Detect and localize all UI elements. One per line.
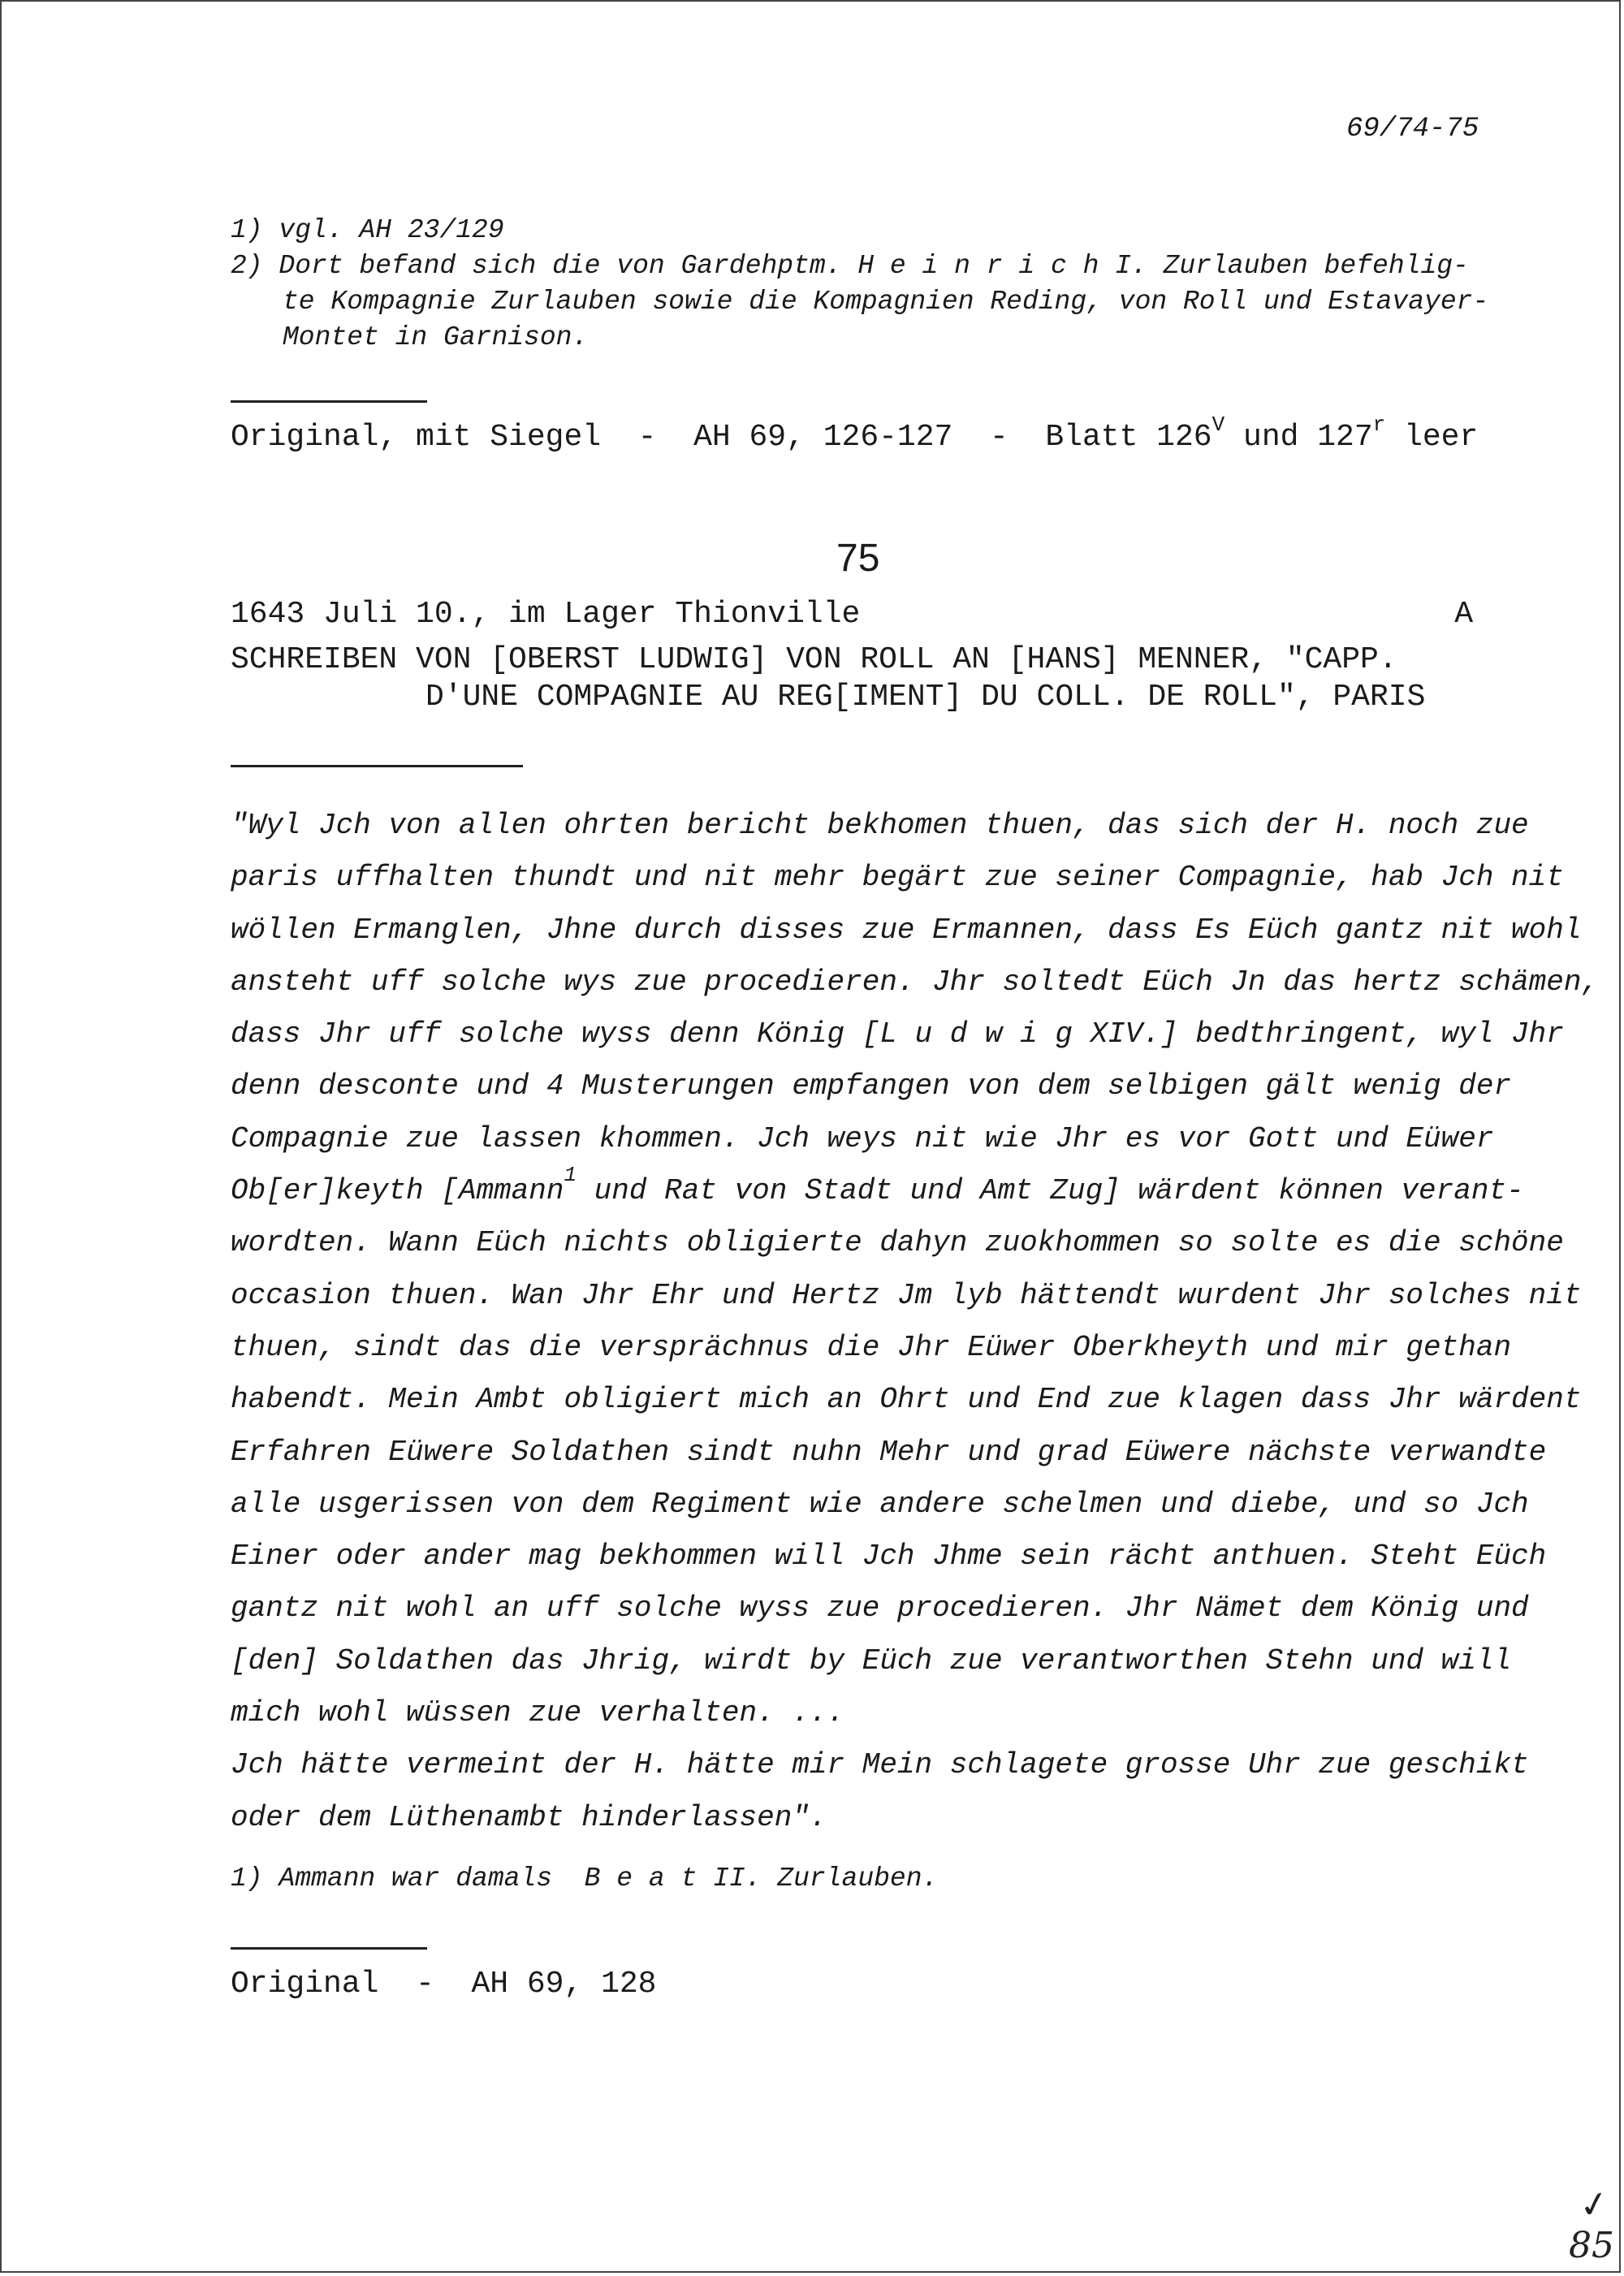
separator-rule: [231, 1947, 427, 1950]
document-title: [231, 641, 1425, 716]
body-line: Compagnie zue lassen khommen. Jch weys nit wie Jhr es vor Gott und Eüwer: [231, 1121, 1494, 1155]
body-line: wordten. Wann Eüch nichts obligierte dahyn zuokhommen so solte es die schöne: [231, 1226, 1564, 1260]
body-footnote: 1) Ammann war damals B e a t II. Zurlauben.: [231, 1864, 939, 1894]
prev-footnote-2-line-1: 2) Dort befand sich die von Gardehptm. H e i n r i c h I. Zurlauben befehlig-: [231, 251, 1469, 281]
prev-footnote-1: 1) vgl. AH 23/129: [231, 215, 504, 245]
body-line: dass Jhr uff solche wyss denn König [L u d w i g XIV.] bedthringent, wyl Jhr: [231, 1017, 1564, 1052]
body-line: denn desconte und 4 Musterungen empfangen von dem selbigen gält wenig der: [231, 1069, 1512, 1103]
body-line: [231, 1165, 1599, 1217]
source-line: Original - AH 69, 128: [231, 1967, 657, 2002]
prev-source-text-3: leer: [1385, 420, 1479, 455]
date-line: [231, 597, 1473, 632]
document-number: 75: [836, 537, 880, 580]
prev-source-sup-v: V: [1212, 412, 1225, 437]
body-line: paris uffhalten thundt und nit mehr begärt zue seiner Compagnie, hab Jch nit: [231, 861, 1564, 895]
body-line-part: Ob[er]keyth [Ammann: [231, 1174, 564, 1208]
body-line: Jch hätte vermeint der H. hätte mir Mein schlagete grosse Uhr zue geschikt: [231, 1748, 1529, 1782]
handwritten-page-number: 85: [1569, 2225, 1614, 2266]
prev-source-line: [231, 412, 1479, 455]
body-line: mich wohl wüssen zue verhalten. ...: [231, 1696, 845, 1730]
body-line: ansteht uff solche wys zue procedieren. Jhr soltedt Eüch Jn das hertz schämen,: [231, 965, 1600, 999]
footnote-marker: 1: [564, 1163, 577, 1188]
body-line: gantz nit wohl an uff solche wyss zue procedieren. Jhr Nämet dem König und: [231, 1591, 1529, 1626]
body-line: [den] Soldathen das Jhrig, wirdt by Eüch zue verantworthen Stehn und will: [231, 1643, 1512, 1678]
title-line-1: SCHREIBEN VON [OBERST LUDWIG] VON ROLL AN [HANS] MENNER, "CAPP.: [231, 642, 1397, 677]
body-line: thuen, sindt das die versprächnus die Jhr Eüwer Oberkheyth und mir gethan: [231, 1330, 1512, 1364]
separator-rule: [231, 400, 427, 403]
document-letter: A: [1454, 597, 1473, 632]
title-line-2: D'UNE COMPAGNIE AU REG[IMENT] DU COLL. DE ROLL", PARIS: [425, 680, 1426, 715]
prev-source-sup-r: r: [1372, 412, 1386, 437]
body-line: Erfahren Eüwere Soldathen sindt nuhn Mehr und grad Eüwere nächste verwandte: [231, 1435, 1547, 1469]
body-line-part: und Rat von Stadt und Amt Zug] wärdent können verant-: [577, 1174, 1524, 1208]
prev-footnote-2-line-3: Montet in Garnison.: [283, 322, 589, 352]
body-line: "Wyl Jch von allen ohrten bericht bekhomen thuen, das sich der H. noch zue: [231, 809, 1529, 842]
check-mark-icon: ✓: [1575, 2182, 1613, 2228]
document-date: 1643 Juli 10., im Lager Thionville: [231, 597, 861, 632]
prev-source-text: Original, mit Siegel - AH 69, 126-127 - Blatt 126: [231, 420, 1212, 455]
body-line: habendt. Mein Ambt obligiert mich an Ohrt und End zue klagen dass Jhr wärdent: [231, 1383, 1582, 1417]
prev-footnotes: [231, 213, 1488, 356]
letter-body: [231, 800, 1599, 1844]
body-line: Einer oder ander mag bekhommen will Jch Jhme sein rächt anthuen. Steht Eüch: [231, 1540, 1547, 1574]
body-line: alle usgerissen von dem Regiment wie andere schelmen und diebe, und so Jch: [231, 1487, 1529, 1521]
body-line: occasion thuen. Wan Jhr Ehr und Hertz Jm lyb hättendt wurdent Jhr solches nit: [231, 1278, 1582, 1312]
body-line: wöllen Ermanglen, Jhne durch disses zue Ermannen, dass Es Eüch gantz nit wohl: [231, 913, 1582, 947]
prev-source-text-2: und 127: [1224, 420, 1373, 455]
prev-footnote-2-line-2: te Kompagnie Zurlauben sowie die Kompagnien Reding, von Roll und Estavayer-: [283, 287, 1489, 317]
archive-reference: 69/74-75: [1346, 114, 1479, 145]
body-line: oder dem Lüthenambt hinderlassen".: [231, 1800, 827, 1834]
separator-rule: [231, 765, 523, 767]
